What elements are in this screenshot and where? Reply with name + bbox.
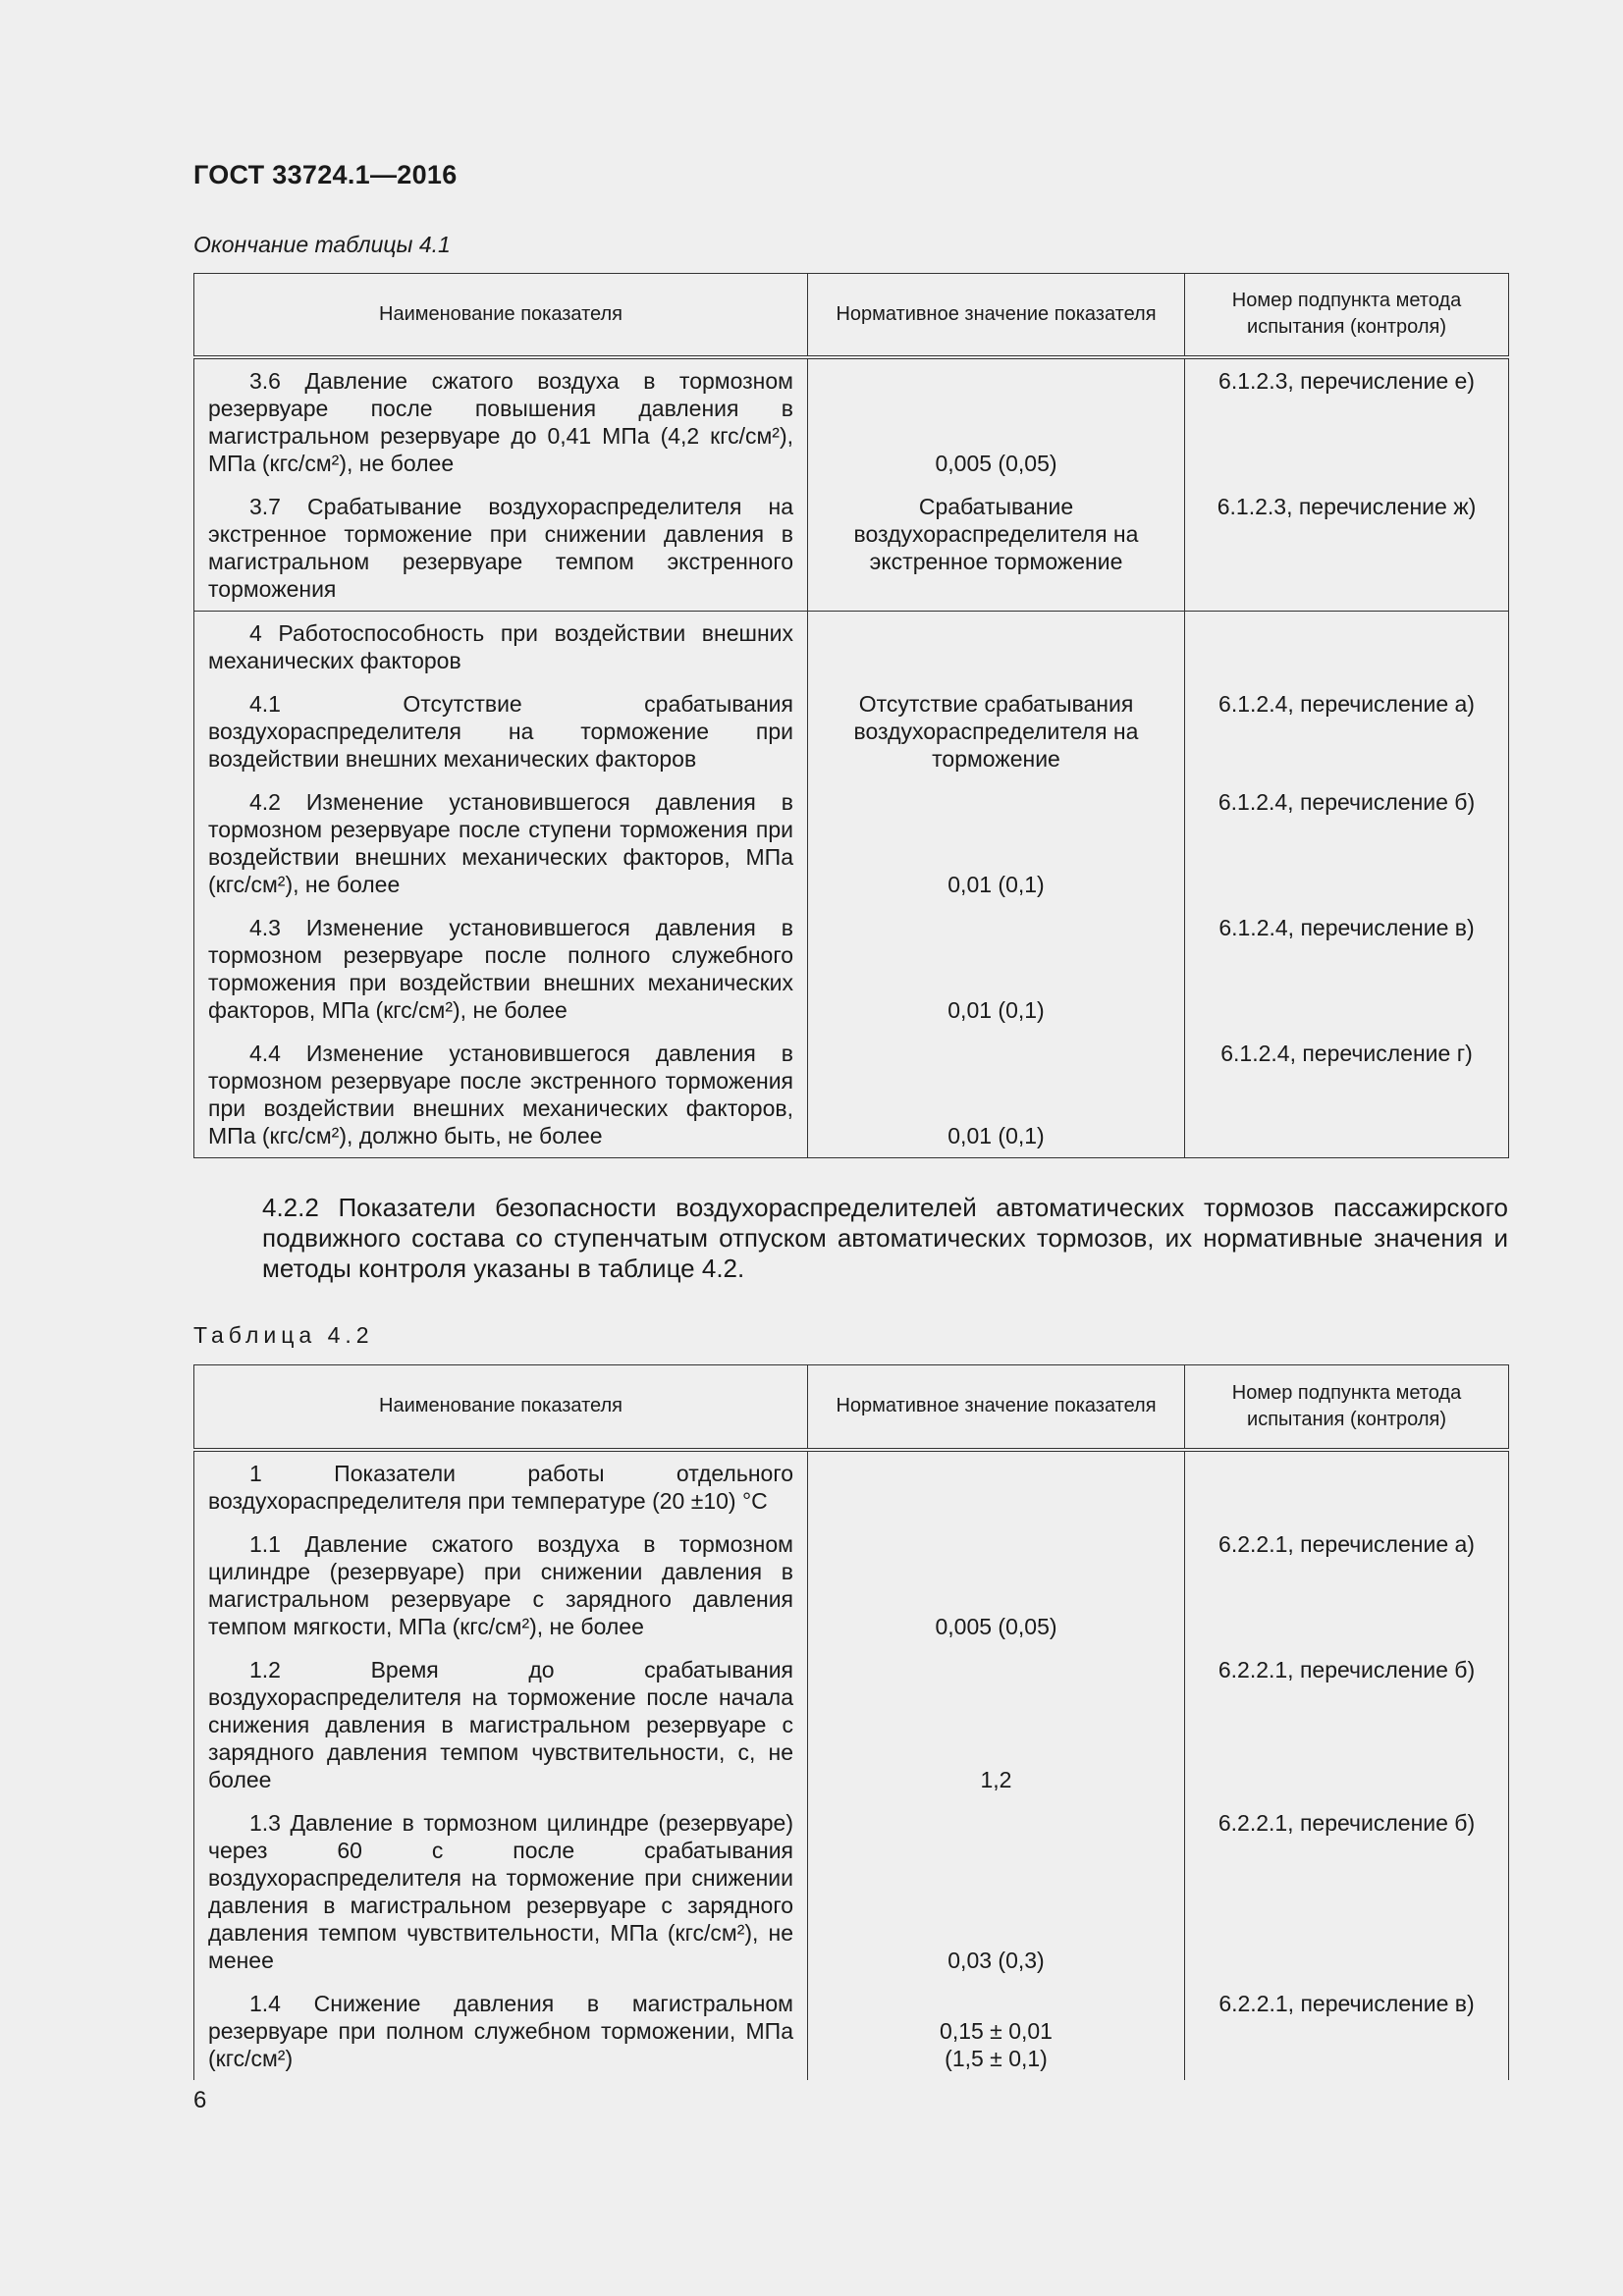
row-name: 1.2 Время до срабатывания воздухораспределителя на торможение после начала снижения давления в магистральном резервуаре с зарядного давления темпом чувствительности, с, не более (194, 1648, 808, 1801)
column-header-method: Номер подпункта метода испытания (контроля) (1185, 1365, 1509, 1450)
table-4-1-end (193, 273, 1509, 1158)
column-header-value: Нормативное значение показателя (808, 1365, 1185, 1450)
row-name: 3.6 Давление сжатого воздуха в тормозном резервуаре после повышения давления в магистральном резервуаре до 0,41 МПа (4,2 кгс/см²), МПа (кгс/см²), не более (194, 357, 808, 485)
row-name: 4.1 Отсутствие срабатывания воздухораспределителя на торможение при воздействии внешних механических факторов (194, 682, 808, 780)
table-row (194, 682, 1509, 780)
row-value (808, 1450, 1185, 1522)
table2-caption: Таблица 4.2 (193, 1322, 374, 1348)
row-method-ref: 6.2.2.1, перечисление в) (1185, 1982, 1509, 2080)
column-header-name: Наименование показателя (194, 1365, 808, 1450)
document-title: ГОСТ 33724.1—2016 (193, 160, 458, 189)
row-value: 0,01 (0,1) (808, 1032, 1185, 1158)
row-name: 4 Работоспособность при воздействии внешних механических факторов (194, 611, 808, 682)
row-value: 0,01 (0,1) (808, 780, 1185, 906)
row-name: 4.4 Изменение установившегося давления в тормозном резервуаре после экстренного торможения при воздействии внешних механических факторов, МПа (кгс/см²), должно быть, не более (194, 1032, 808, 1158)
table-4-2 (193, 1364, 1509, 2080)
row-name: 1.3 Давление в тормозном цилиндре (резервуаре) через 60 с после срабатывания воздухораспределителя на торможение при снижении давления в магистральном резервуаре с зарядного давления темпом чувствительности, МПа (кгс/см²), не менее (194, 1801, 808, 1982)
table-row (194, 357, 1509, 485)
row-value (808, 611, 1185, 682)
row-value: 1,2 (808, 1648, 1185, 1801)
table-row (194, 1032, 1509, 1158)
row-method-ref (1185, 1450, 1509, 1522)
row-name: 4.2 Изменение установившегося давления в тормозном резервуаре после ступени торможения при воздействии внешних механических факторов, МПа (кгс/см²), не более (194, 780, 808, 906)
row-name: 3.7 Срабатывание воздухораспределителя на экстренное торможение при снижении давления в магистральном резервуаре темпом экстренного торможения (194, 485, 808, 612)
row-method-ref: 6.1.2.4, перечисление а) (1185, 682, 1509, 780)
section-paragraph (193, 1193, 1508, 1284)
table-row (194, 1648, 1509, 1801)
table-row (194, 1982, 1509, 2080)
row-value: 0,01 (0,1) (808, 906, 1185, 1032)
column-header-name: Наименование показателя (194, 274, 808, 357)
row-name: 1.1 Давление сжатого воздуха в тормозном цилиндре (резервуаре) при снижении давления в магистральном резервуаре с зарядного давления темпом мягкости, МПа (кгс/см²), не более (194, 1522, 808, 1648)
table-row (194, 485, 1509, 612)
row-value-line2: (1,5 ± 0,1) (945, 2045, 1048, 2071)
table-row (194, 611, 1509, 682)
table1-caption: Окончание таблицы 4.1 (193, 232, 451, 257)
row-name: 1 Показатели работы отдельного воздухораспределителя при температуре (20 ±10) °С (194, 1450, 808, 1522)
row-method-ref: 6.1.2.4, перечисление б) (1185, 780, 1509, 906)
table-row (194, 906, 1509, 1032)
row-value: 0,03 (0,3) (808, 1801, 1185, 1982)
row-method-ref: 6.2.2.1, перечисление а) (1185, 1522, 1509, 1648)
row-method-ref: 6.2.2.1, перечисление б) (1185, 1648, 1509, 1801)
page-number: 6 (193, 2087, 207, 2113)
row-name: 4.3 Изменение установившегося давления в тормозном резервуаре после полного служебного торможения при воздействии внешних механических факторов, МПа (кгс/см²), не более (194, 906, 808, 1032)
row-method-ref (1185, 611, 1509, 682)
table-row (194, 780, 1509, 906)
row-value: 0,005 (0,05) (808, 1522, 1185, 1648)
row-value: Срабатывание воздухораспределителя на экстренное торможение (808, 485, 1185, 612)
column-header-value: Нормативное значение показателя (808, 274, 1185, 357)
row-value: Отсутствие срабатывания воздухораспределителя на торможение (808, 682, 1185, 780)
table-row (194, 1450, 1509, 1522)
row-value-line1: 0,15 ± 0,01 (940, 2017, 1053, 2044)
row-method-ref: 6.1.2.4, перечисление в) (1185, 906, 1509, 1032)
column-header-method: Номер подпункта метода испытания (контроля) (1185, 274, 1509, 357)
row-name: 1.4 Снижение давления в магистральном резервуаре при полном служебном торможении, МПа (кгс/см²) (194, 1982, 808, 2080)
row-method-ref: 6.2.2.1, перечисление б) (1185, 1801, 1509, 1982)
table-row (194, 1522, 1509, 1648)
row-value (808, 1982, 1185, 2080)
row-method-ref: 6.1.2.4, перечисление г) (1185, 1032, 1509, 1158)
row-method-ref: 6.1.2.3, перечисление ж) (1185, 485, 1509, 612)
row-value: 0,005 (0,05) (808, 357, 1185, 485)
row-method-ref: 6.1.2.3, перечисление е) (1185, 357, 1509, 485)
paragraph-text: 4.2.2 Показатели безопасности воздухораспределителей автоматических тормозов пассажирского подвижного состава со ступенчатым отпуском автоматических тормозов, их нормативные значения и методы контроля указаны в таблице 4.2. (262, 1193, 1508, 1283)
table-row (194, 1801, 1509, 1982)
